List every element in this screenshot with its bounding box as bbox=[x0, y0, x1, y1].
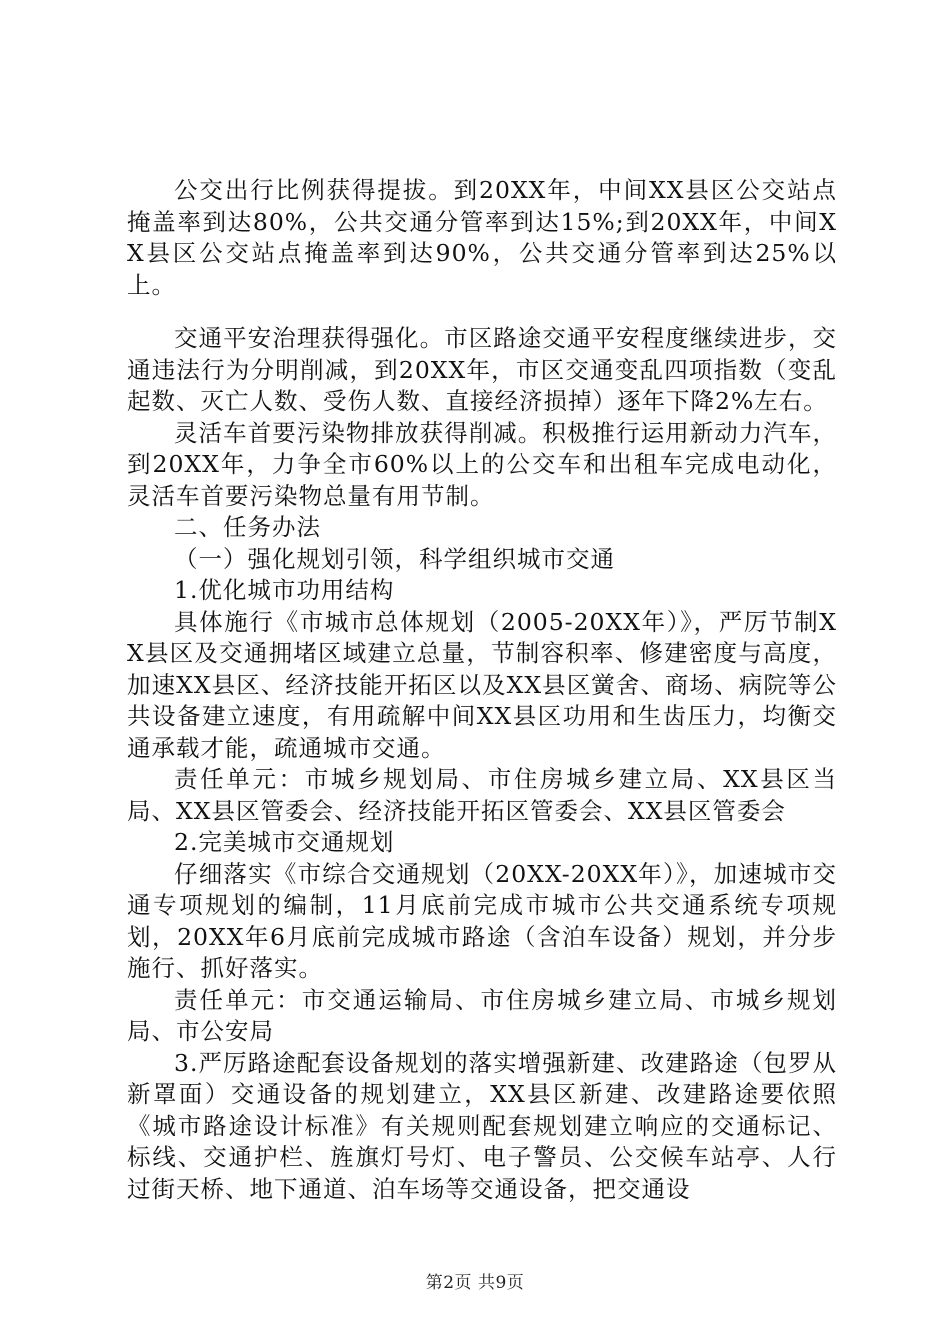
subsection-heading-planning: （一）强化规划引领，科学组织城市交通 bbox=[174, 544, 615, 573]
paragraph-traffic-planning: 仔细落实《市综合交通规划（20XX-20XX年）》，加速城市交通专项规划的编制，11月底前完成市城市公共交通系统专项规划，20XX年6月底前完成城市路途（含泊车设备）规划，并分步施行、抓好落实。 bbox=[127, 859, 837, 982]
paragraph-road-facilities: 3.严厉路途配套设备规划的落实增强新建、改建路途（包罗从新罩面）交通设备的规划建立，XX县区新建、改建路途要依照《城市路途设计标准》有关规则配套规划建立响应的交通标记、标线、交通护栏、旌旗灯号灯、电子警员、公交候车站亭、人行过街天桥、地下通道、泊车场等交通设备，把交通设 bbox=[127, 1048, 837, 1203]
paragraph-responsible-units-1: 责任单元：市城乡规划局、市住房城乡建立局、XX县区当局、XX县区管委会、经济技能开拓区管委会、XX县区管委会 bbox=[127, 765, 837, 825]
paragraph-bus-share: 公交出行比例获得提拔。到20XX年，中间XX县区公交站点掩盖率到达80%，公共交通分管率到达15%;到20XX年，中间XX县区公交站点掩盖率到达90%，公共交通分管率到达25%以上。 bbox=[127, 176, 837, 299]
section-heading-tasks: 二、任务办法 bbox=[174, 513, 321, 541]
paragraph-responsible-units-2: 责任单元：市交通运输局、市住房城乡建立局、市城乡规划局、市公安局 bbox=[127, 985, 837, 1045]
paragraph-traffic-safety: 交通平安治理获得强化。市区路途交通平安程度继续进步，交通违法行为分明削减，到20XX年，市区交通变乱四项指数（变乱起数、灭亡人数、受伤人数、直接经济损掉）逐年下降2%左右。 bbox=[127, 324, 837, 415]
item-heading-1: 1.优化城市功用结构 bbox=[174, 576, 395, 604]
paragraph-gap bbox=[127, 301, 837, 323]
paragraph-vehicle-emissions: 灵活车首要污染物排放获得削减。积极推行运用新动力汽车，到20XX年，力争全市60%以上的公交车和出租车完成电动化，灵活车首要污染物总量有用节制。 bbox=[127, 418, 837, 510]
item-heading-2: 2.完美城市交通规划 bbox=[174, 828, 395, 856]
document-body bbox=[127, 175, 837, 1205]
paragraph-city-function: 具体施行《市城市总体规划（2005-20XX年）》，严厉节制XX县区及交通拥堵区域建立总量，节制容积率、修建密度与高度，加速XX县区、经济技能开拓区以及XX县区黉舍、商场、病院等公共设备建立速度，有用疏解中间XX县区功用和生齿压力，均衡交通承载才能，疏通城市交通。 bbox=[127, 607, 837, 762]
page-footer: 第2页 共9页 bbox=[425, 1273, 525, 1293]
